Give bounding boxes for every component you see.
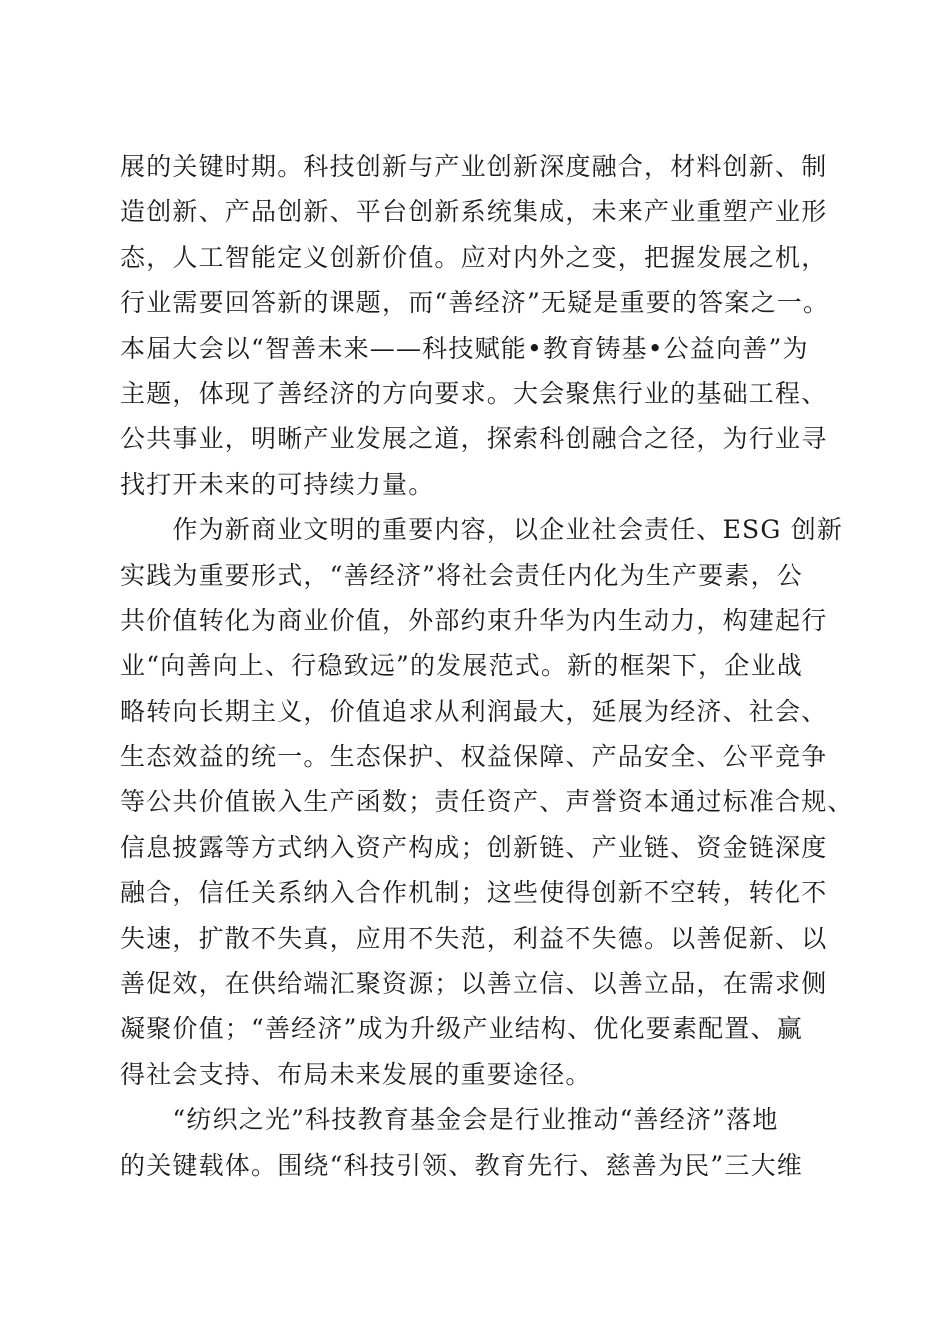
text-line: 信息披露等方式纳入资产构成；创新链、产业链、资金链深度 xyxy=(120,832,828,862)
text-line: 的关键载体。围绕“科技引领、教育先行、慈善为民”三大维 xyxy=(120,1150,803,1180)
text-line: 业“向善向上、行稳致远”的发展范式。新的框架下，企业战 xyxy=(120,651,803,681)
text-line: 生态效益的统一。生态保护、权益保障、产品安全、公平竞争 xyxy=(120,742,828,772)
document-body xyxy=(120,144,854,1188)
text-line: 善促效，在供给端汇聚资源；以善立信、以善立品，在需求侧 xyxy=(120,969,828,999)
text-line: 实践为重要形式，“善经济”将社会责任内化为生产要素，公 xyxy=(120,560,803,590)
text-line: 凝聚价值；“善经济”成为升级产业结构、优化要素配置、赢 xyxy=(120,1014,803,1044)
text-line: 主题，体现了善经济的方向要求。大会聚焦行业的基础工程、 xyxy=(120,378,828,408)
text-line: 造创新、产品创新、平台创新系统集成，未来产业重塑产业形 xyxy=(120,197,828,227)
text-line: 融合，信任关系纳入合作机制；这些使得创新不空转，转化不 xyxy=(120,878,828,908)
text-line: 态，人工智能定义创新价值。应对内外之变，把握发展之机， xyxy=(120,242,828,272)
text-line: 找打开未来的可持续力量。 xyxy=(120,469,435,499)
text-line: 共价值转化为商业价值，外部约束升华为内生动力，构建起行 xyxy=(120,605,828,635)
text-line: 展的关键时期。科技创新与产业创新深度融合，材料创新、制 xyxy=(120,152,828,181)
text-line: 公共事业，明晰产业发展之道，探索科创融合之径，为行业寻 xyxy=(120,424,828,454)
text-line: 本届大会以“智善未来——科技赋能•教育铸基•公益向善”为 xyxy=(120,333,809,363)
text-line: 等公共价值嵌入生产函数；责任资产、声誉资本通过标准合规、 xyxy=(120,787,854,817)
text-line: 失速，扩散不失真，应用不失范，利益不失德。以善促新、以 xyxy=(120,923,828,953)
text-line: 得社会支持、布局未来发展的重要途径。 xyxy=(120,1059,592,1089)
text-line: 行业需要回答新的课题，而“善经济”无疑是重要的答案之一。 xyxy=(120,288,830,318)
text-line: 略转向长期主义，价值追求从利润最大，延展为经济、社会、 xyxy=(120,696,828,726)
text-line: 作为新商业文明的重要内容，以企业社会责任、ESG 创新 xyxy=(120,515,844,545)
text-line: “纺织之光”科技教育基金会是行业推动“善经济”落地 xyxy=(120,1105,779,1135)
